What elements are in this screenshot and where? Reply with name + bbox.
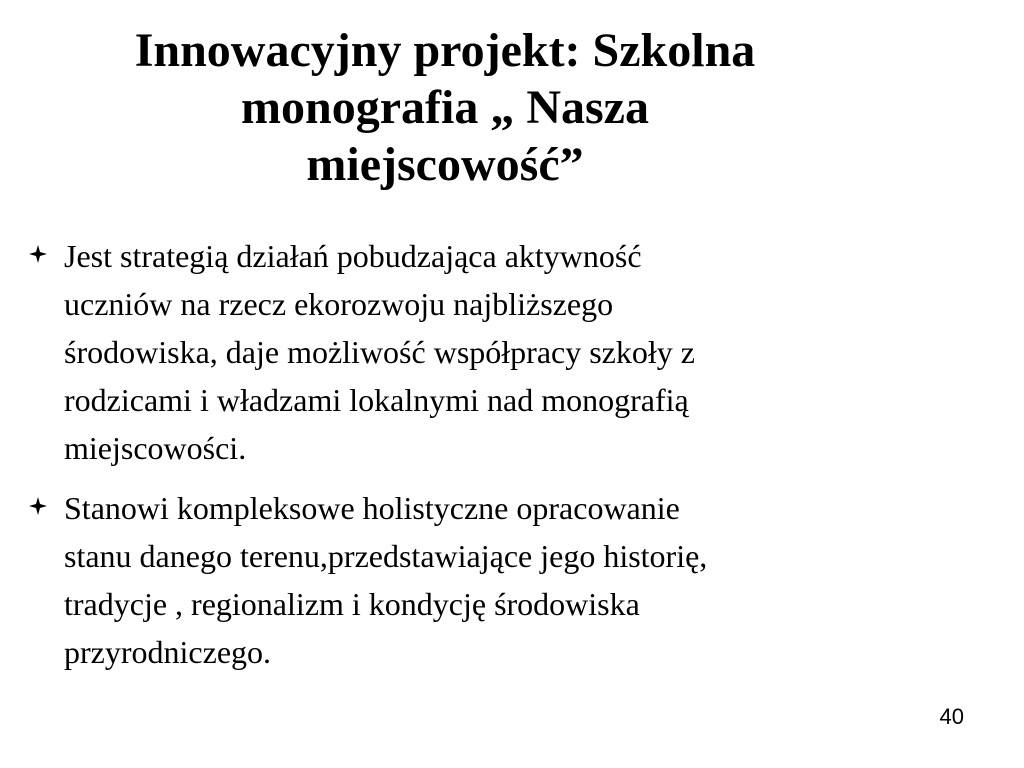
slide-title-line: miejscowość”	[306, 138, 584, 191]
bullet-text-line: przyrodniczego.	[64, 634, 272, 670]
bullet-item	[28, 484, 908, 676]
bullet-text-line: stanu danego terenu,przedstawiające jego historię,	[64, 538, 708, 574]
bullet-text-line: uczniów na rzecz ekorozwoju najbliższego	[64, 286, 614, 322]
bullet-text-line: miejscowości.	[64, 430, 247, 466]
bullet-text-line: Jest strategią działań pobudzająca aktywność	[64, 238, 642, 274]
slide-title	[40, 22, 850, 193]
bullet-text-line: tradycje , regionalizm i kondycję środowiska	[64, 586, 640, 622]
slide-title-line: Innowacyjny projekt: Szkolna	[134, 24, 756, 77]
bullet-item	[28, 232, 908, 472]
slide-title-line: monografia „ Nasza	[241, 81, 649, 134]
bullet-text-line: środowiska, daje możliwość współpracy szkoły z	[64, 334, 695, 370]
diamond-bullet-icon	[28, 244, 48, 264]
bullet-list	[28, 232, 908, 688]
bullet-text-line: rodzicami i władzami lokalnymi nad monografią	[64, 382, 689, 418]
diamond-bullet-icon	[28, 496, 48, 516]
bullet-text-line: Stanowi kompleksowe holistyczne opracowanie	[64, 490, 680, 526]
page-number: 40	[939, 704, 964, 729]
